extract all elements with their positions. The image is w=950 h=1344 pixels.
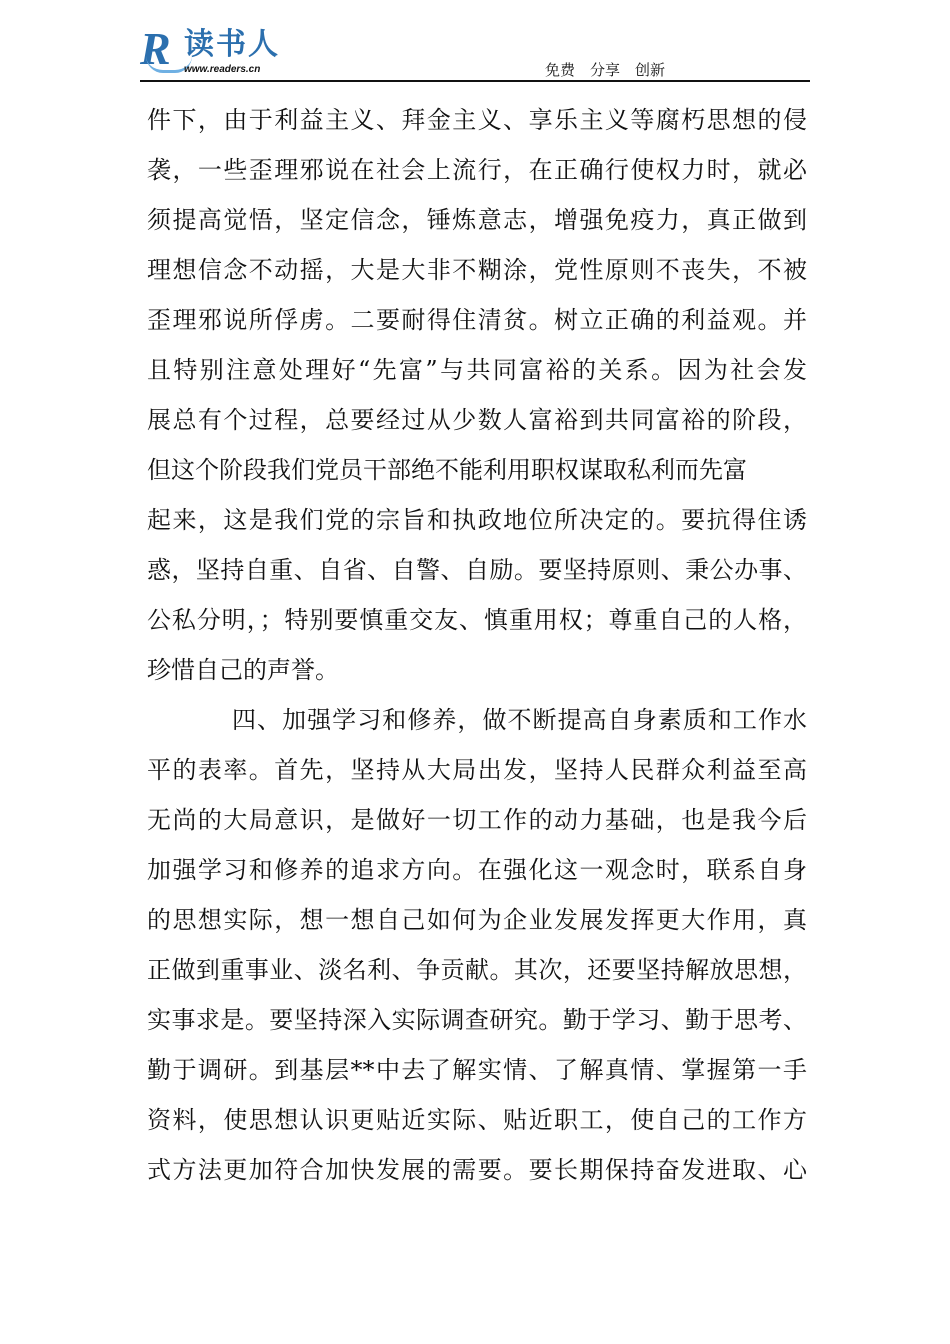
text-line: 起来，这是我们党的宗旨和执政地位所决定的。要抗得住诱: [147, 506, 807, 534]
text-line: 展总有个过程，总要经过从少数人富裕到共同富裕的阶段，: [147, 406, 807, 434]
text-line: 件下，由于利益主义、拜金主义、享乐主义等腐朽思想的侵: [147, 106, 807, 134]
logo-text: 读书人: [184, 27, 280, 62]
page-header: [0, 0, 950, 84]
text-line: 袭，一些歪理邪说在社会上流行，在正确行使权力时，就必: [147, 156, 807, 184]
text-line: 式方法更加符合加快发展的需要。要长期保持奋发进取、心: [147, 1156, 807, 1184]
header-slogan: 免费 分享 创新: [545, 61, 666, 79]
logo-r-icon: R: [140, 23, 171, 74]
header-divider: [140, 80, 810, 82]
text-line: 理想信念不动摇，大是大非不糊涂，党性原则不丧失，不被: [147, 256, 807, 284]
text-line: 但这个阶段我们党员干部绝不能利用职权谋取私利而先富: [147, 456, 747, 484]
text-line: 珍惜自己的声誉。: [147, 656, 339, 684]
text-line: 须提高觉悟，坚定信念，锤炼意志，增强免疫力，真正做到: [147, 206, 807, 234]
readers-logo: [140, 23, 300, 78]
text-line: 正做到重事业、淡名利、争贡献。其次，还要坚持解放思想，: [147, 956, 807, 984]
logo-url: www.readers.cn: [184, 64, 261, 75]
text-line: 勤于调研。到基层**中去了解实情、了解真情、掌握第一手: [147, 1056, 807, 1084]
text-line: 四、加强学习和修养，做不断提高自身素质和工作水: [232, 706, 807, 734]
text-line: 的思想实际，想一想自己如何为企业发展发挥更大作用，真: [147, 906, 807, 934]
text-line: 平的表率。首先，坚持从大局出发，坚持人民群众利益至高: [147, 756, 807, 784]
text-line: 公私分明，；特别要慎重交友、慎重用权；尊重自己的人格，: [147, 606, 807, 634]
text-line: 惑，坚持自重、自省、自警、自励。要坚持原则、秉公办事、: [147, 556, 807, 584]
text-line: 且特别注意处理好“先富”与共同富裕的关系。因为社会发: [147, 356, 807, 384]
text-line: 无尚的大局意识，是做好一切工作的动力基础，也是我今后: [147, 806, 807, 834]
text-line: 加强学习和修养的追求方向。在强化这一观念时，联系自身: [147, 856, 807, 884]
text-line: 歪理邪说所俘虏。二要耐得住清贫。树立正确的利益观。并: [147, 306, 807, 334]
text-line: 实事求是。要坚持深入实际调查研究。勤于学习、勤于思考、: [147, 1006, 807, 1034]
text-line: 资料，使思想认识更贴近实际、贴近职工，使自己的工作方: [147, 1106, 807, 1134]
